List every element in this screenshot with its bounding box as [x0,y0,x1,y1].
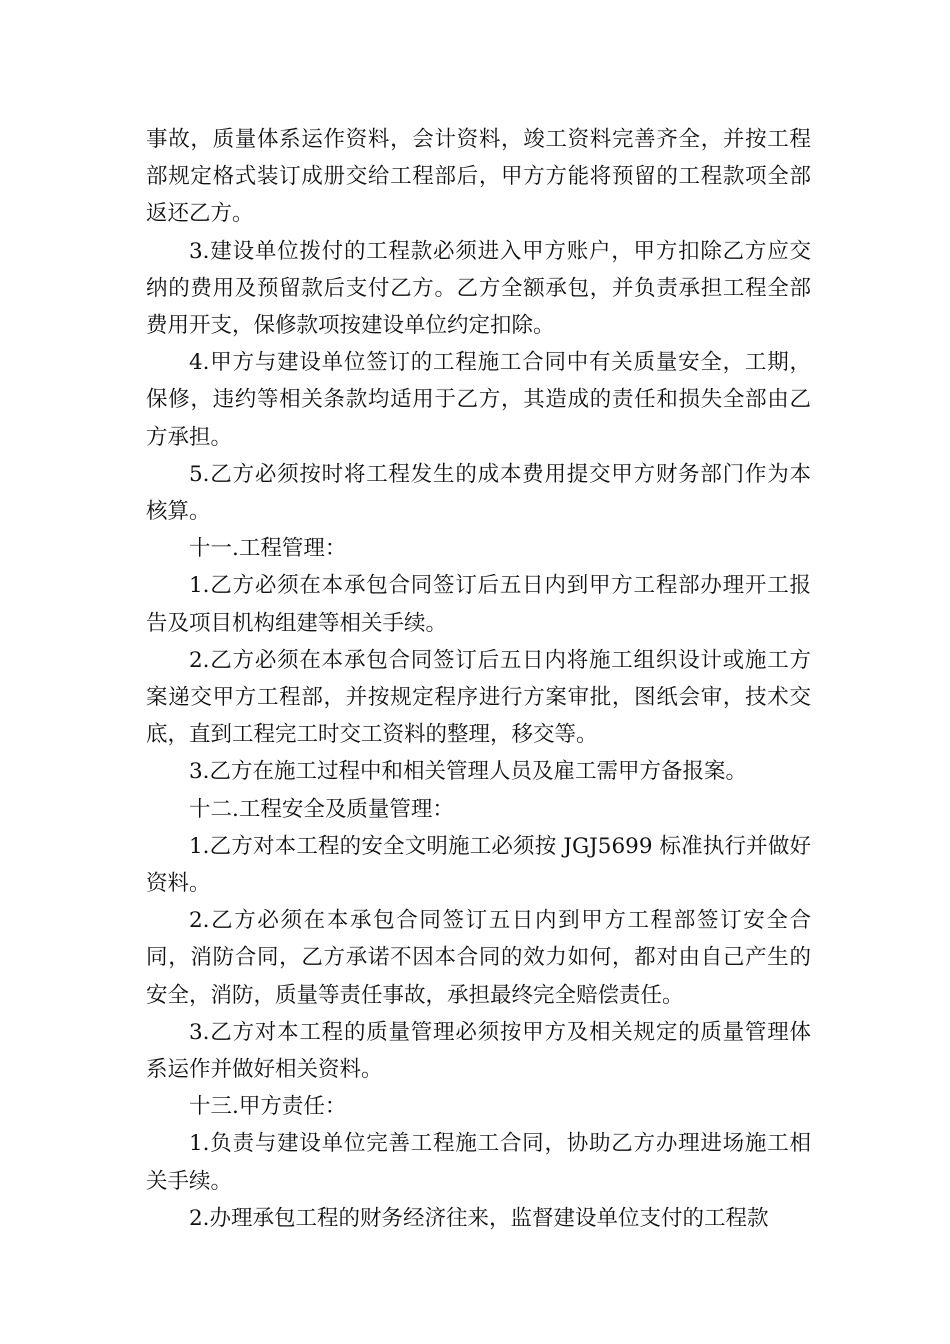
paragraph-1: 事故，质量体系运作资料，会计资料，竣工资料完善齐全，并按工程部规定格式装订成册交给工程部后，甲方方能将预留的工程款项全部返还乙方。 [146,127,811,227]
section-heading-13: 十三.甲方责任： [189,1094,347,1120]
document-page [146,121,811,1237]
paragraph-7: 2.乙方必须在本承包合同签订后五日内将施工组织设计或施工方案递交甲方工程部，并按规定程序进行方案审批，图纸会审，技术交底，直到工程完工时交工资料的整理，移交等。 [146,647,811,748]
section-heading-12: 十二.工程安全及质量管理： [189,796,454,822]
paragraph-8: 3.乙方在施工过程中和相关管理人员及雇工需甲方备报案。 [189,759,748,785]
paragraph-3: 4.甲方与建设单位签订的工程施工合同中有关质量安全，工期，保修，违约等相关条款均适用于乙方，其造成的责任和损失全部由乙方承担。 [146,350,811,450]
section-heading-11: 十一.工程管理： [189,536,347,562]
paragraph-12: 3.乙方对本工程的质量管理必须按甲方及相关规定的质量管理体系运作并做好相关资料。 [146,1019,811,1083]
paragraph-4: 5.乙方必须按时将工程发生的成本费用提交甲方财务部门作为本核算。 [146,461,811,525]
paragraph-10: 1.乙方对本工程的安全文明施工必须按 JGJ5699 标准执行并做好资料。 [146,833,811,897]
paragraph-15: 2.办理承包工程的财务经济往来，监督建设单位支付的工程款 [189,1205,769,1231]
paragraph-11: 2.乙方必须在本承包合同签订五日内到甲方工程部签订安全合同，消防合同，乙方承诺不因本合同的效力如何，都对由自己产生的安全，消防，质量等责任事故，承担最终完全赔偿责任。 [146,908,811,1008]
paragraph-6: 1.乙方必须在本承包合同签订后五日内到甲方工程部办理开工报告及项目机构组建等相关手续。 [146,573,811,636]
paragraph-14: 1.负责与建设单位完善工程施工合同，协助乙方办理进场施工相关手续。 [146,1131,811,1194]
paragraph-2: 3.建设单位拨付的工程款必须进入甲方账户，甲方扣除乙方应交纳的费用及预留款后支付乙方。乙方全额承包，并负责承担工程全部费用开支，保修款项按建设单位约定扣除。 [146,238,811,339]
